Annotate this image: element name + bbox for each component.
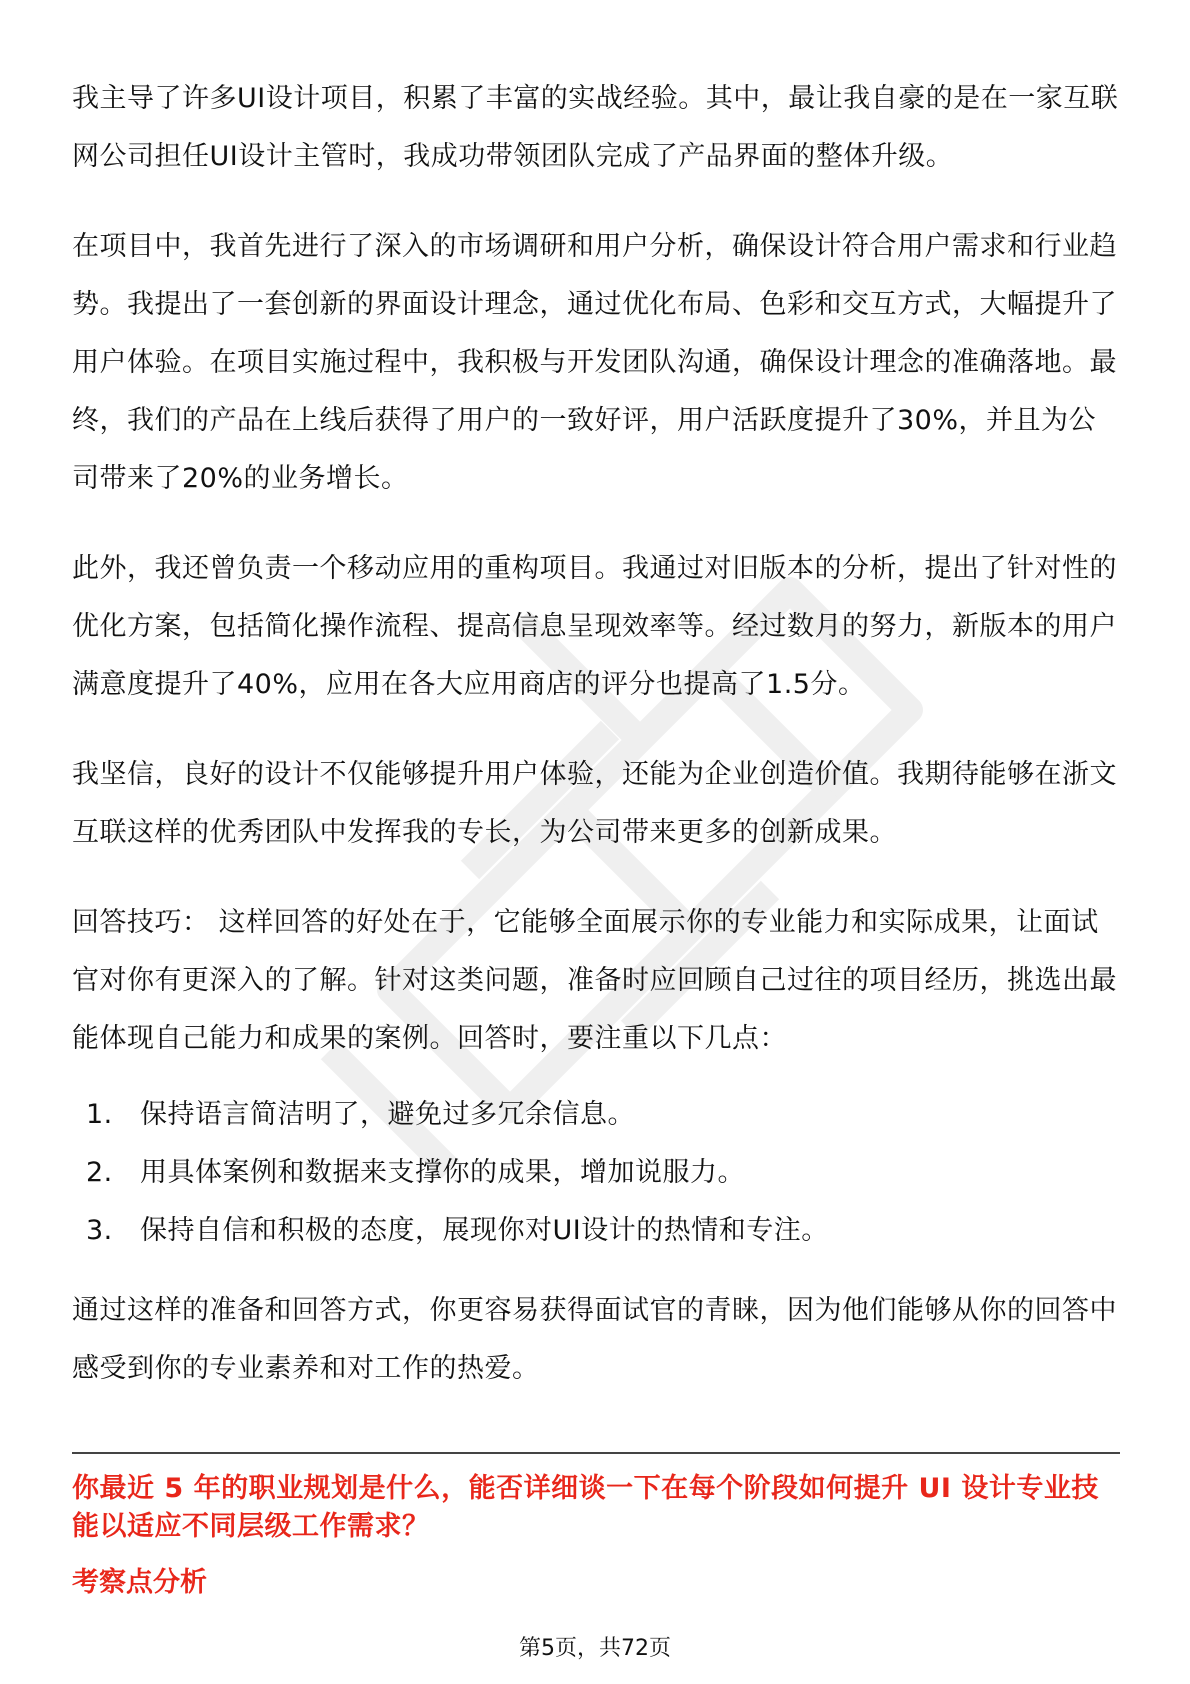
list-item-text: 保持语言简洁明了，避免过多冗余信息。 (140, 1099, 635, 1130)
question-heading: 你最近 5 年的职业规划是什么，能否详细谈一下在每个阶段如何提升 UI 设计专业技能以适应不同层级工作需求？ (72, 1473, 1099, 1542)
list-item-text: 用具体案例和数据来支撑你的成果，增加说服力。 (140, 1157, 745, 1188)
paragraph-2: 在项目中，我首先进行了深入的市场调研和用户分析，确保设计符合用户需求和行业趋势。我提出了一套创新的界面设计理念，通过优化布局、色彩和交互方式，大幅提升了用户体验。在项目实施过程中，我积极与开发团队沟通，确保设计理念的准确落地。最终，我们的产品在上线后获得了用户的一致好评，用户活跃度提升了30%，并且为公司带来了20%的业务增长。 (72, 231, 1117, 494)
list-item (72, 1202, 1120, 1260)
document-body (72, 70, 1120, 1430)
list-item-number: 3. (86, 1215, 113, 1246)
paragraph-4: 我坚信，良好的设计不仅能够提升用户体验，还能为企业创造价值。我期待能够在浙文互联这样的优秀团队中发挥我的专长，为公司带来更多的创新成果。 (72, 759, 1117, 848)
list-item-number: 1. (86, 1099, 113, 1130)
list-item (72, 1086, 1120, 1144)
list-item-text: 保持自信和积极的态度，展现你对UI设计的热情和专注。 (140, 1215, 829, 1246)
paragraph-1: 我主导了许多UI设计项目，积累了丰富的实战经验。其中，最让我自豪的是在一家互联网公司担任UI设计主管时，我成功带领团队完成了产品界面的整体升级。 (72, 83, 1119, 172)
page-number-footer: 第5页，共72页 (519, 1636, 671, 1661)
list-item (72, 1144, 1120, 1202)
list-item-number: 2. (86, 1157, 113, 1188)
section-divider (72, 1452, 1120, 1454)
analysis-heading: 考察点分析 (72, 1567, 207, 1598)
tips-list (72, 1086, 1120, 1260)
closing-paragraph: 通过这样的准备和回答方式，你更容易获得面试官的青睐，因为他们能够从你的回答中感受到你的专业素养和对工作的热爱。 (72, 1295, 1117, 1384)
answer-tip-paragraph: 回答技巧： 这样回答的好处在于，它能够全面展示你的专业能力和实际成果，让面试官对你有更深入的了解。针对这类问题，准备时应回顾自己过往的项目经历，挑选出最能体现自己能力和成果的案例。回答时，要注重以下几点： (72, 907, 1117, 1054)
paragraph-3: 此外，我还曾负责一个移动应用的重构项目。我通过对旧版本的分析，提出了针对性的优化方案，包括简化操作流程、提高信息呈现效率等。经过数月的努力，新版本的用户满意度提升了40%，应用在各大应用商店的评分也提高了1.5分。 (72, 553, 1117, 700)
